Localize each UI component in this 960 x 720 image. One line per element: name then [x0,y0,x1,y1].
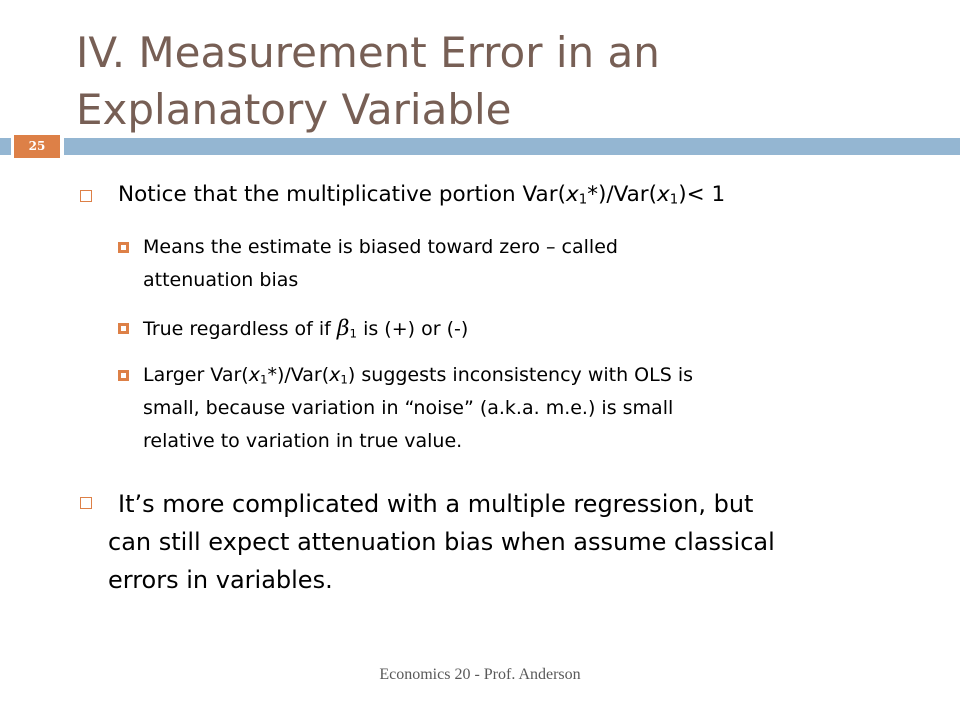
subscript: 1 [349,326,358,341]
title-line-1: IV. Measurement Error in an [76,28,660,77]
variable-x: x [565,182,579,207]
variable-x: x [657,182,670,207]
subbullet-line: relative to variation in true value. [143,430,463,452]
filled-square-bullet-icon [118,323,129,334]
subbullet-line: Means the estimate is biased toward zero – called [143,236,618,258]
subbullet-text-part: ) suggests inconsistency with OLS is [347,364,694,386]
subbullet-line: small, because variation in “noise” (a.k.a. m.e.) is small [143,397,674,419]
beta-symbol: β [336,316,350,341]
bullet-line: errors in variables. [108,566,333,594]
subscript: 1 [340,372,348,387]
filled-square-bullet-icon [118,242,129,253]
filled-square-bullet-icon [118,370,129,381]
variable-x: x [248,364,260,386]
subbullet-text-part: is (+) or (-) [363,318,469,340]
subscript: 1 [259,372,268,387]
slide-number-badge: 25 [14,135,60,158]
subscript: 1 [578,192,588,208]
subbullet-line [143,359,938,392]
subbullet-text-part: True regardless of if [143,318,331,340]
bullet-text-part: )< 1 [678,182,726,207]
subbullet-text [143,312,938,346]
divider-bar-left [0,138,11,155]
bullet-line: can still expect attenuation bias when assume classical [108,528,775,556]
bullet-text-part: Notice that the multiplicative portion Var( [118,182,566,207]
subscript: 1 [669,192,679,208]
hollow-square-bullet-icon [80,190,92,202]
subbullet-line: attenuation bias [143,269,299,291]
bullet-text [108,485,950,599]
slide-title [76,24,936,138]
subbullet-text [143,359,938,458]
subbullet-text-part: *)/Var( [267,364,330,386]
divider-bar-right [64,138,960,155]
title-line-2: Explanatory Variable [76,85,512,134]
subbullet-text-part: Larger Var( [143,364,249,386]
subbullet-text [143,231,938,297]
variable-x: x [329,364,341,386]
bullet-text [118,180,950,210]
bullet-line: It’s more complicated with a multiple regression, but [118,490,754,518]
slide-footer: Economics 20 - Prof. Anderson [379,666,581,683]
bullet-text-part: *)/Var( [587,182,658,207]
hollow-square-bullet-icon [80,497,92,509]
